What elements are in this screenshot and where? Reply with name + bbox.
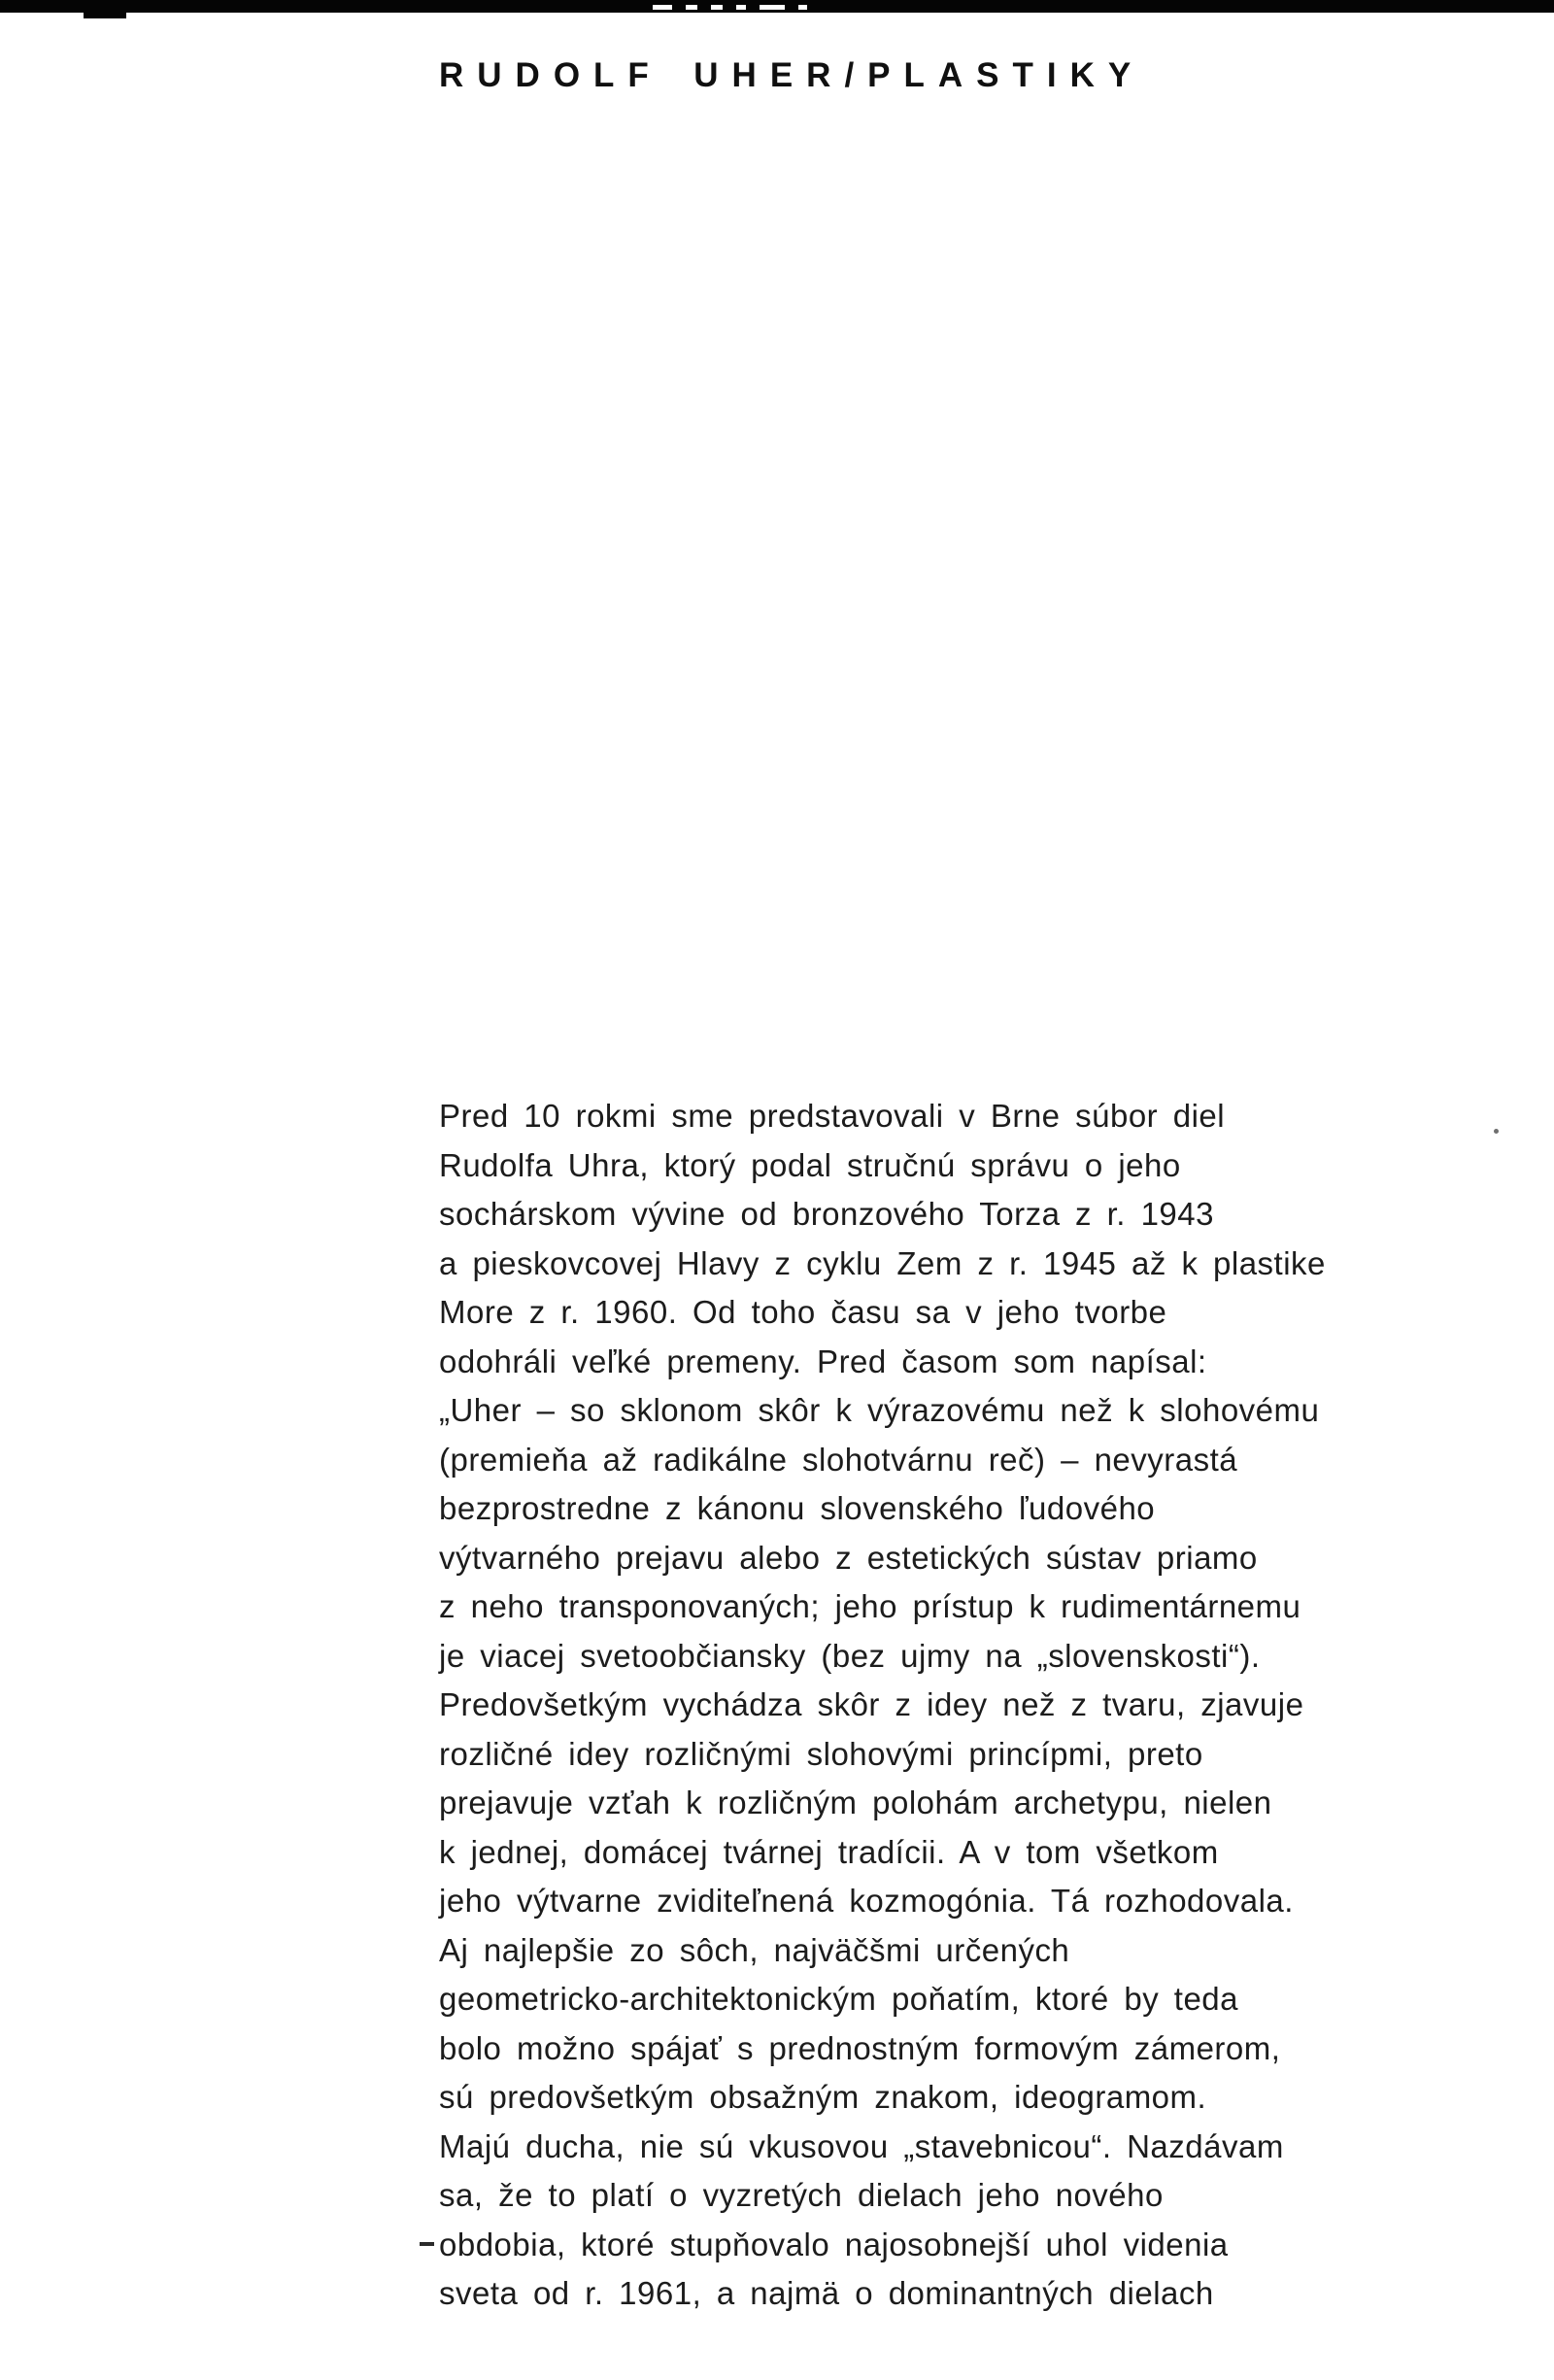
text-line: More z r. 1960. Od toho času sa v jeho tvorbe: [439, 1294, 1167, 1330]
text-line: sveta od r. 1961, a najmä o dominantných dielach: [439, 2275, 1214, 2311]
text-line: Majú ducha, nie sú vkusovou „stavebnicou“. Nazdávam: [439, 2127, 1284, 2164]
scan-dash: [686, 5, 697, 10]
text-line: obdobia, ktoré stupňovalo najosobnejší uhol videnia: [439, 2226, 1229, 2262]
scan-dash: [760, 5, 785, 10]
text-line: Aj najlepšie zo sôch, najväčšmi určených: [439, 1931, 1070, 1968]
text-line: sú predovšetkým obsažným znakom, ideogramom.: [439, 2079, 1207, 2115]
text-line: (premieňa až radikálne slohotvárnu reč) – nevyrastá: [439, 1441, 1238, 1478]
text-line: geometricko-architektonickým poňatím, ktoré by teda: [439, 1981, 1239, 2017]
text-line: sochárskom vývine od bronzového Torza z r. 1943: [439, 1196, 1214, 1232]
text-line: z neho transponovaných; jeho prístup k rudimentárnemu: [439, 1588, 1301, 1624]
ink-mark-artifact: [420, 2242, 434, 2246]
body-text-block: [439, 1092, 1469, 2319]
scan-dash: [711, 5, 723, 10]
scan-edge-bar: [0, 0, 1554, 13]
text-line: odohráli veľké premeny. Pred časom som napísal:: [439, 1343, 1207, 1379]
scan-artifact-notch: [84, 13, 126, 18]
scan-dash: [798, 5, 807, 10]
text-line: je viacej svetoobčiansky (bez ujmy na „slovenskosti“).: [439, 1637, 1261, 1674]
text-line: Rudolfa Uhra, ktorý podal stručnú správu o jeho: [439, 1146, 1181, 1183]
scan-speck-artifact: [1494, 1129, 1499, 1134]
text-line: Pred 10 rokmi sme predstavovali v Brne súbor diel: [439, 1098, 1226, 1134]
text-line: jeho výtvarne zviditeľnená kozmogónia. Tá rozhodovala.: [439, 1883, 1294, 1919]
scan-bar-white-dashes: [653, 4, 807, 10]
text-line: bolo možno spájať s prednostným formovým zámerom,: [439, 2029, 1281, 2066]
page-title: RUDOLF UHER/PLASTIKY: [439, 56, 1145, 94]
text-line: sa, že to platí o vyzretých dielach jeho nového: [439, 2177, 1164, 2213]
text-line: rozličné idey rozličnými slohovými princípmi, preto: [439, 1735, 1203, 1772]
text-line: Predovšetkým vychádza skôr z idey než z tvaru, zjavuje: [439, 1686, 1304, 1722]
scan-dash: [653, 5, 672, 10]
text-line: a pieskovcovej Hlavy z cyklu Zem z r. 1945 až k plastike: [439, 1244, 1326, 1281]
text-line: k jednej, domácej tvárnej tradícii. A v tom všetkom: [439, 1833, 1219, 1870]
scan-dash: [736, 5, 746, 10]
text-line: prejavuje vzťah k rozličným polohám archetypu, nielen: [439, 1785, 1272, 1820]
text-line: výtvarného prejavu alebo z estetických sústav priamo: [439, 1539, 1258, 1576]
text-line: bezprostredne z kánonu slovenského ľudového: [439, 1490, 1156, 1526]
text-line: „Uher – so sklonom skôr k výrazovému než k slohovému: [439, 1392, 1320, 1428]
